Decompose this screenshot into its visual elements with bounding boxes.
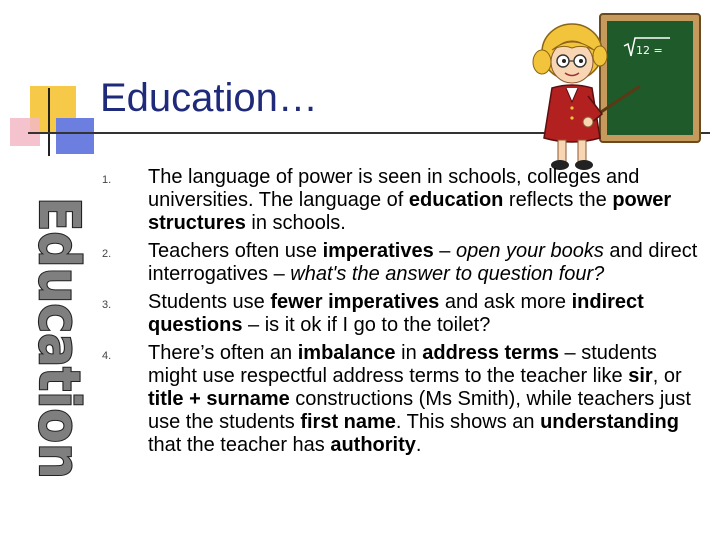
bold-text: indirect questions — [148, 291, 644, 336]
teacher-illustration — [520, 10, 710, 178]
bold-text: sir — [628, 365, 653, 387]
list-item — [102, 166, 708, 235]
body-text: – is it ok if I go to the toilet? — [242, 314, 491, 336]
list-item — [102, 291, 708, 337]
body-text: in schools. — [245, 212, 346, 234]
bold-text: imbalance — [297, 342, 396, 364]
bold-text: power structures — [148, 189, 672, 234]
bold-text: address terms — [422, 342, 559, 364]
list-item — [102, 240, 708, 286]
decor-blue-square — [56, 118, 94, 154]
body-text: – — [433, 240, 456, 262]
bold-text: first name — [300, 411, 396, 433]
bold-text: imperatives — [322, 240, 434, 262]
slide-title: Education… — [100, 76, 318, 120]
list-item-number: 1. — [102, 174, 112, 186]
list-item-number: 3. — [102, 299, 112, 311]
decor-vertical-line — [48, 88, 50, 156]
bold-text: fewer imperatives — [270, 291, 440, 313]
body-text: that the teacher has — [148, 434, 331, 456]
list-item-number: 2. — [102, 248, 112, 260]
body-text: There’s often an — [148, 342, 298, 364]
italic-text: open your books — [455, 240, 604, 262]
bold-text: understanding — [540, 411, 679, 433]
body-text: and direct interrogatives – — [148, 240, 698, 285]
body-text: and ask more — [439, 291, 572, 313]
bold-text: authority — [330, 434, 416, 456]
body-text: The language of power is seen in schools, colleges and universities. The language of — [148, 166, 640, 211]
teacher-at-chalkboard-icon — [520, 10, 710, 178]
body-text: reflects the — [503, 189, 613, 211]
list-item-number: 4. — [102, 350, 112, 362]
body-text: Teachers often use — [148, 240, 323, 262]
vertical-word-art — [24, 196, 91, 511]
body-text: , or — [652, 365, 682, 387]
body-text: Students use — [148, 291, 271, 313]
bullet-list — [102, 166, 708, 462]
italic-text: what's the answer to question four? — [290, 263, 605, 285]
bold-text: education — [408, 189, 504, 211]
body-text: . This shows an — [395, 411, 541, 433]
vertical-word-text: Education — [26, 197, 91, 511]
body-text: in — [395, 342, 423, 364]
body-text: . — [415, 434, 422, 456]
bold-text: title + surname — [148, 388, 290, 410]
board-formula: 12 = — [636, 44, 663, 57]
list-item — [102, 342, 708, 457]
body-text: – students might use respectful address terms to the teacher like — [148, 342, 657, 387]
body-text: constructions (Ms Smith), while teachers just use the students — [148, 388, 691, 433]
